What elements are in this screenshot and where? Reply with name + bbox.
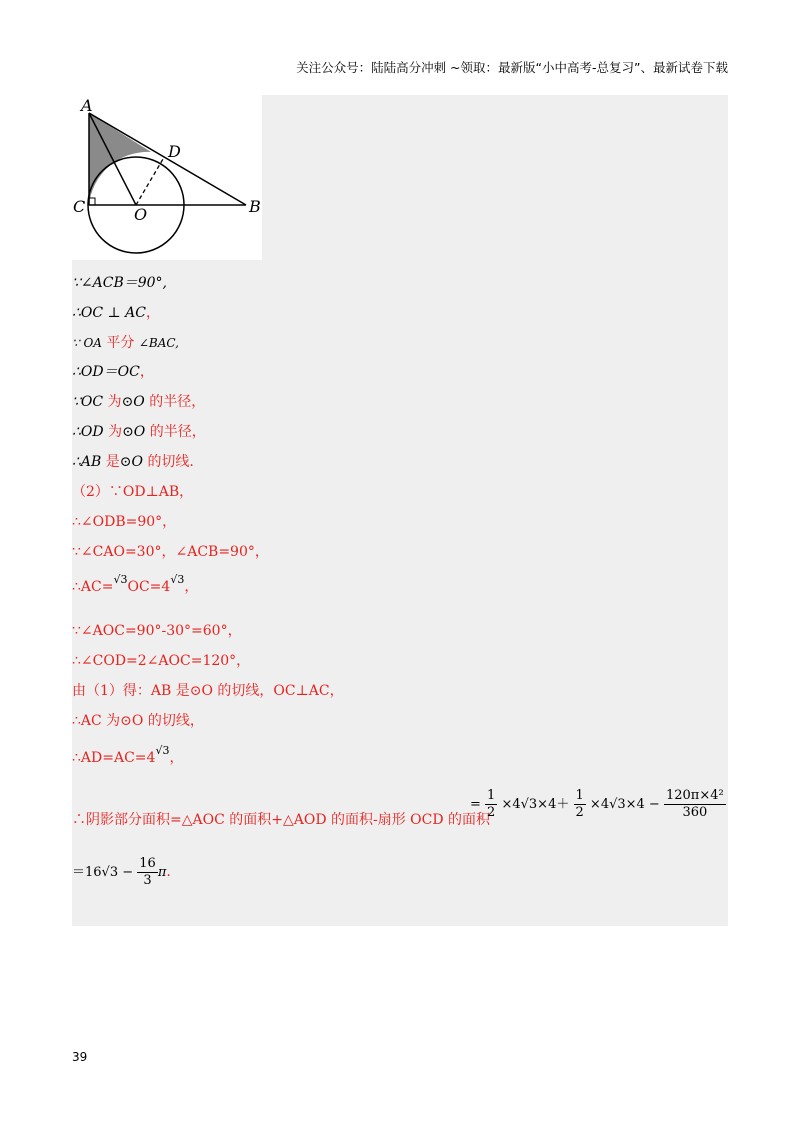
page-header: 关注公众号：陆陆高分冲刺 ~领取：最新版“小中高考-总复习”、最新试卷下载: [296, 60, 728, 75]
proof-line-4: ∴OD＝OC，: [72, 364, 154, 380]
page-number: 39: [72, 1050, 88, 1064]
proof-line-1: ∵∠ACB＝90°,: [72, 275, 168, 291]
label-b: B: [249, 197, 261, 216]
fraction-2: $\frac{1}{2}$: [575, 788, 584, 820]
proof-line-17: ∴阴影部分面积=△AOC 的面积+△AOD 的面积-扇形 OCD 的面积: [72, 812, 491, 828]
proof-line-11: $\therefore AC=^{√3}OC=4^{√3}$，: [72, 573, 199, 595]
proof-line-8: （2）∵OD⊥AB，: [72, 484, 194, 500]
geometry-figure: [72, 95, 262, 260]
proof-line-2: ∴OC ⊥ AC，: [72, 305, 160, 321]
proof-line-7: ∴AB 是⊙O 的切线.: [72, 454, 194, 470]
fraction-4: $\frac{16}{3}$: [139, 856, 156, 888]
fraction-1: $\frac{1}{2}$: [487, 788, 496, 820]
proof-line-6: ∴OD 为⊙O 的半径，: [72, 424, 206, 440]
proof-line-3: ∵ OA 平分 ∠BAC,: [72, 335, 179, 351]
proof-line-5: ∵OC 为⊙O 的半径，: [72, 394, 206, 410]
proof-line-15: ∴AC 为⊙O 的切线，: [72, 713, 204, 729]
proof-line-13: ∴∠COD=2∠AOC=120°，: [72, 653, 251, 669]
proof-line-9: ∴∠ODB=90°，: [72, 514, 177, 530]
label-o: O: [134, 205, 148, 224]
proof-line-14: 由（1）得：AB 是⊙O 的切线，OC⊥AC，: [72, 683, 344, 699]
fraction-3: $\frac{\text{120π×4²}}{360}$: [665, 788, 724, 820]
label-c: C: [73, 197, 86, 216]
segment-od: [136, 159, 163, 205]
triangle-circle-diagram: [72, 95, 262, 260]
proof-line-12: ∵∠AOC=90°-30°=60°，: [72, 623, 242, 639]
label-d: D: [168, 142, 181, 161]
proof-line-16: $\therefore AD=AC=4^{√3}$，: [72, 744, 184, 766]
proof-line-10: ∵∠CAO=30°，∠ACB=90°，: [72, 544, 269, 560]
label-a: A: [81, 96, 93, 115]
area-formula: = $\frac{1}{2}$ ×4√3×4＋ $\frac{1}{2}$ ×4√3×4 − $\frac{\text{120π×4²}}{360}$: [470, 788, 724, 820]
proof-line-18: ＝16√3 − $\frac{16}{3}$ π.: [72, 856, 171, 888]
